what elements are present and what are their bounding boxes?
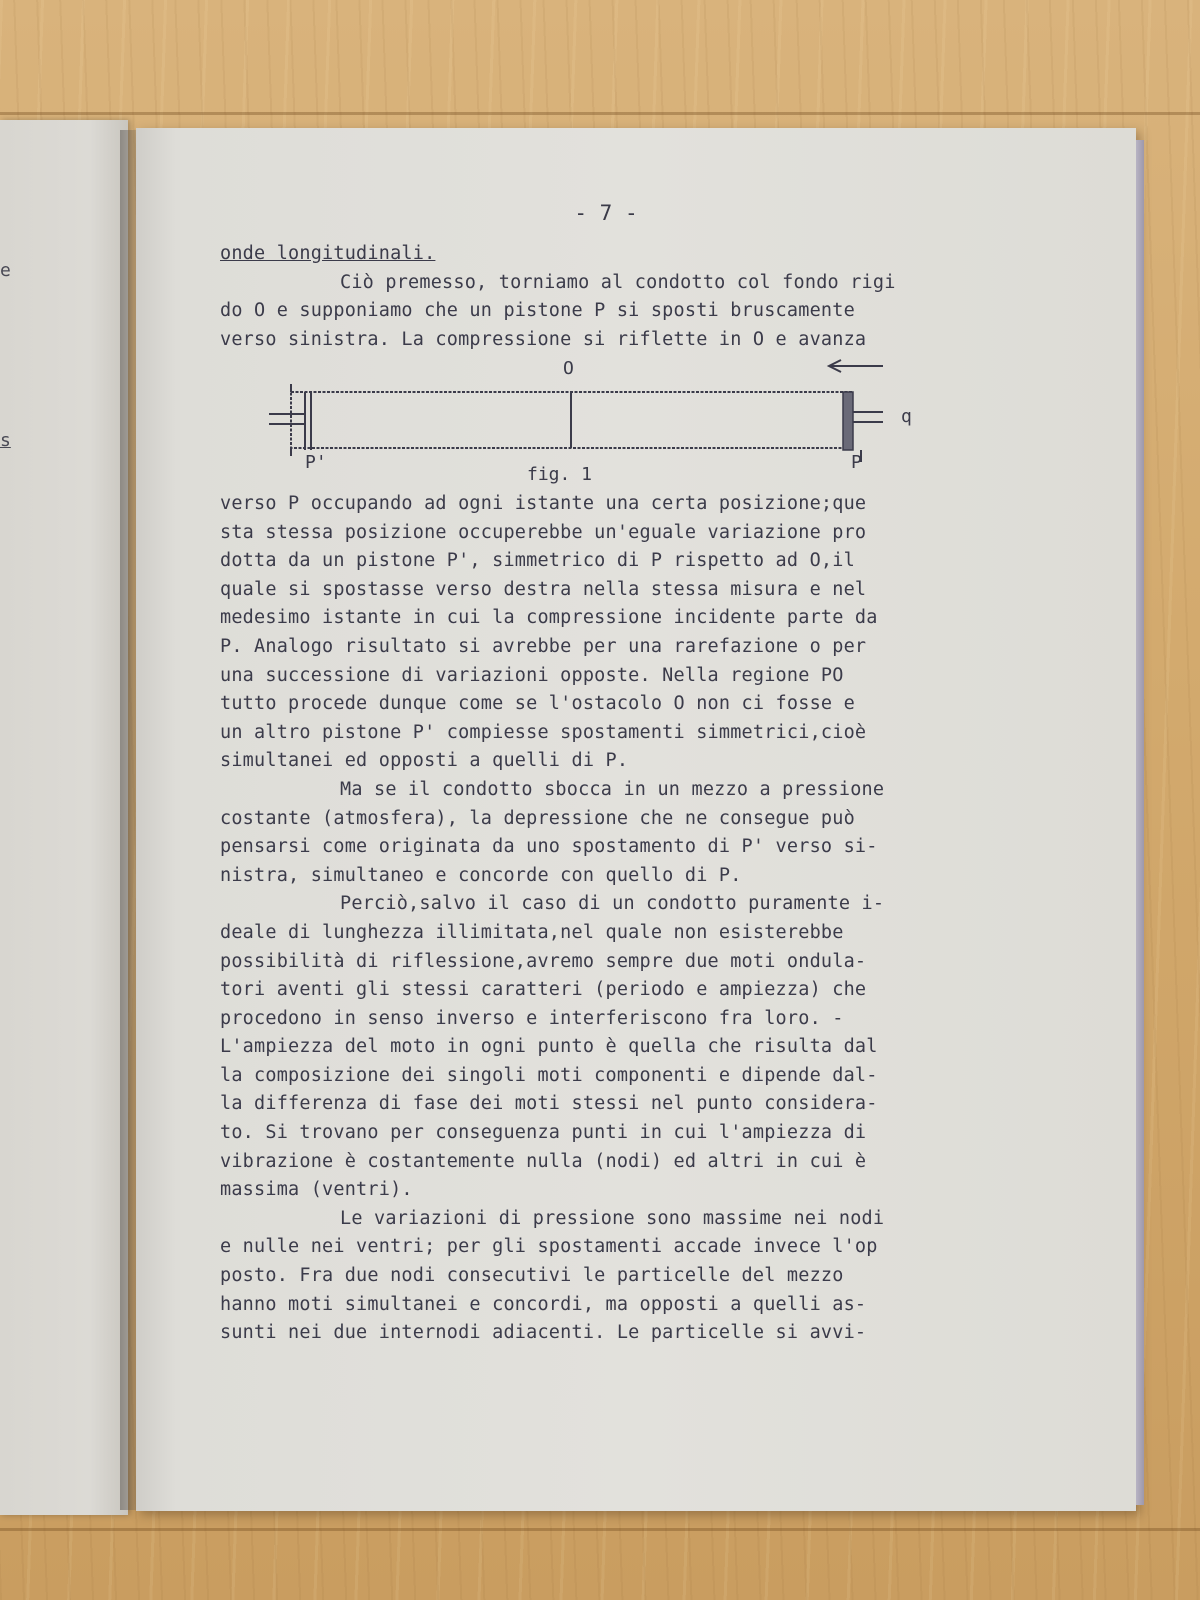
text-line: sta stessa posizione occuperebbe un'eguale variazione pro [220,521,867,543]
text-line: nistra, simultaneo e concorde con quello di P. [220,864,742,886]
text-line: costante (atmosfera), la depressione che ne consegue può [220,807,855,829]
label-o: O [563,358,574,379]
text-line: P. Analogo risultato si avrebbe per una rarefazione o per [220,635,867,657]
text-line: medesimo istante in cui la compressione incidente parte da [220,607,878,629]
page-number: - 7 - [574,201,638,225]
text-line: sunti nei due internodi adiacenti. Le particelle si avvi- [220,1322,867,1344]
text-line: vibrazione è costantemente nulla (nodi) ed altri in cui è [220,1150,867,1172]
text-line: procedono in senso inverso e interferiscono fra loro. - [220,1007,844,1029]
text-line: possibilità di riflessione,avremo sempre due moti ondula- [220,950,867,972]
text-block-top [220,240,990,354]
left-arrow-icon [829,360,883,372]
text-line: tori aventi gli stessi caratteri (periodo e ampiezza) che [220,979,867,1001]
label-p-prime: P' [305,452,327,473]
text-line: Le variazioni di pressione sono massime nei nodi [340,1207,885,1229]
text-line: verso sinistra. La compressione si riflette in O e avanza [220,328,867,350]
text-line: tutto procede dunque come se l'ostacolo O non ci fosse e [220,693,855,715]
figure-caption: fig. 1 [527,464,593,485]
left-page-fragment: s [0,430,11,451]
text-line: verso P occupando ad ogni istante una certa posizione;que [220,493,867,514]
text-line: posto. Fra due nodi consecutivi le particelle del mezzo [220,1265,844,1287]
piston-p [843,392,853,450]
text-line: massima (ventri). [220,1179,413,1201]
text-line: la differenza di fase dei moti stessi nel punto considera- [220,1093,878,1115]
text-line: deale di lunghezza illimitata,nel quale non esisterebbe [220,921,844,943]
text-line: Ma se il condotto sbocca in un mezzo a pressione [340,778,885,800]
table-seam [0,112,1200,115]
text-block-bottom [220,490,990,1348]
text-line: dotta da un pistone P', simmetrico di P rispetto ad O,il [220,550,855,572]
figure-1 [261,358,941,488]
text-line: quale si spostasse verso destra nella stessa misura e nel [220,578,867,600]
text-line: la composizione dei singoli moti componenti e dipende dal- [220,1064,878,1086]
table-seam [0,1528,1200,1531]
text-line: pensarsi come originata da uno spostamento di P' verso si- [220,836,878,858]
text-line: to. Si trovano per conseguenza punti in cui l'ampiezza di [220,1122,867,1144]
left-page [0,120,128,1515]
text-line: L'ampiezza del moto in ogni punto è quella che risulta dal [220,1036,878,1058]
tube-diagram [261,358,941,488]
text-line: Perciò,salvo il caso di un condotto puramente i- [340,893,885,915]
text-line: simultanei ed opposti a quelli di P. [220,750,629,772]
text-line: do O e supponiamo che un pistone P si sposti bruscamente [220,300,855,322]
page-stack-edge [1136,140,1144,1505]
text-line: hanno moti simultanei e concordi, ma opposti a quelli as- [220,1293,867,1315]
text-line: una successione di variazioni opposte. Nella regione PO [220,664,844,686]
text-line: un altro pistone P' compiesse spostamenti simmetrici,cioè [220,721,867,743]
text-line: Ciò premesso, torniamo al condotto col fondo rigi [340,271,896,293]
label-p: P [851,452,862,473]
label-q: q [901,406,912,427]
left-page-fragment: e [0,260,11,281]
text-line: onde longitudinali. [220,243,436,264]
text-line: e nulle nei ventri; per gli spostamenti accade invece l'op [220,1236,878,1258]
document-page [136,128,1136,1511]
